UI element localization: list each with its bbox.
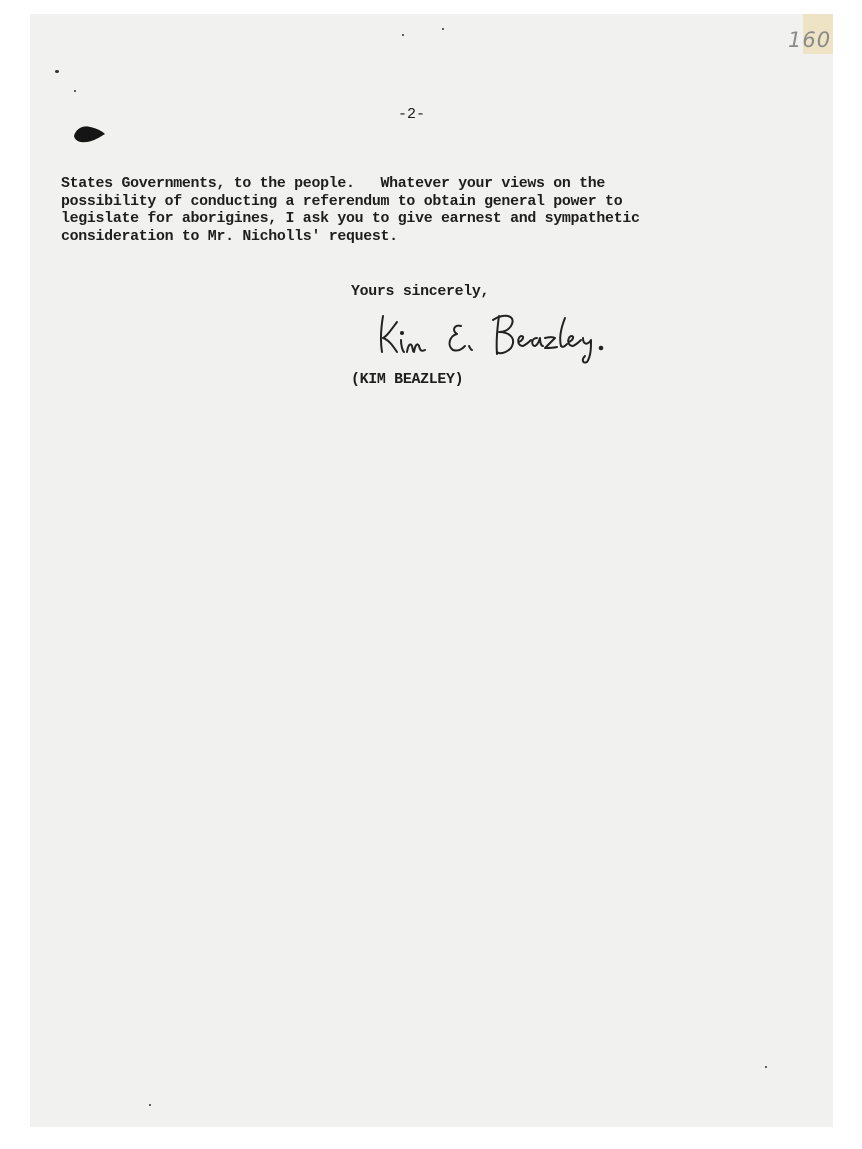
body-line: possibility of conducting a referendum to obtain general power to (61, 193, 623, 210)
body-line: consideration to Mr. Nicholls' request. (61, 229, 398, 246)
paper-speck (442, 28, 444, 30)
archive-page-number: 160 (788, 28, 832, 52)
signatory-name: (KIM BEAZLEY) (351, 372, 464, 388)
body-line: States Governments, to the people. Whatever your views on the (61, 176, 606, 192)
paper-speck (765, 1066, 767, 1068)
punch-hole-mark (72, 124, 106, 144)
page-marker: -2- (398, 106, 426, 123)
paper-speck (402, 34, 404, 36)
handwritten-signature (375, 306, 615, 366)
closing-salutation: Yours sincerely, (351, 284, 490, 300)
letter-body (61, 176, 821, 247)
body-line: legislate for aborigines, I ask you to give earnest and sympathetic (61, 211, 640, 228)
paper-speck (149, 1104, 151, 1106)
paper-speck (55, 70, 59, 73)
paper-speck (74, 90, 76, 92)
letter-page (30, 14, 833, 1127)
